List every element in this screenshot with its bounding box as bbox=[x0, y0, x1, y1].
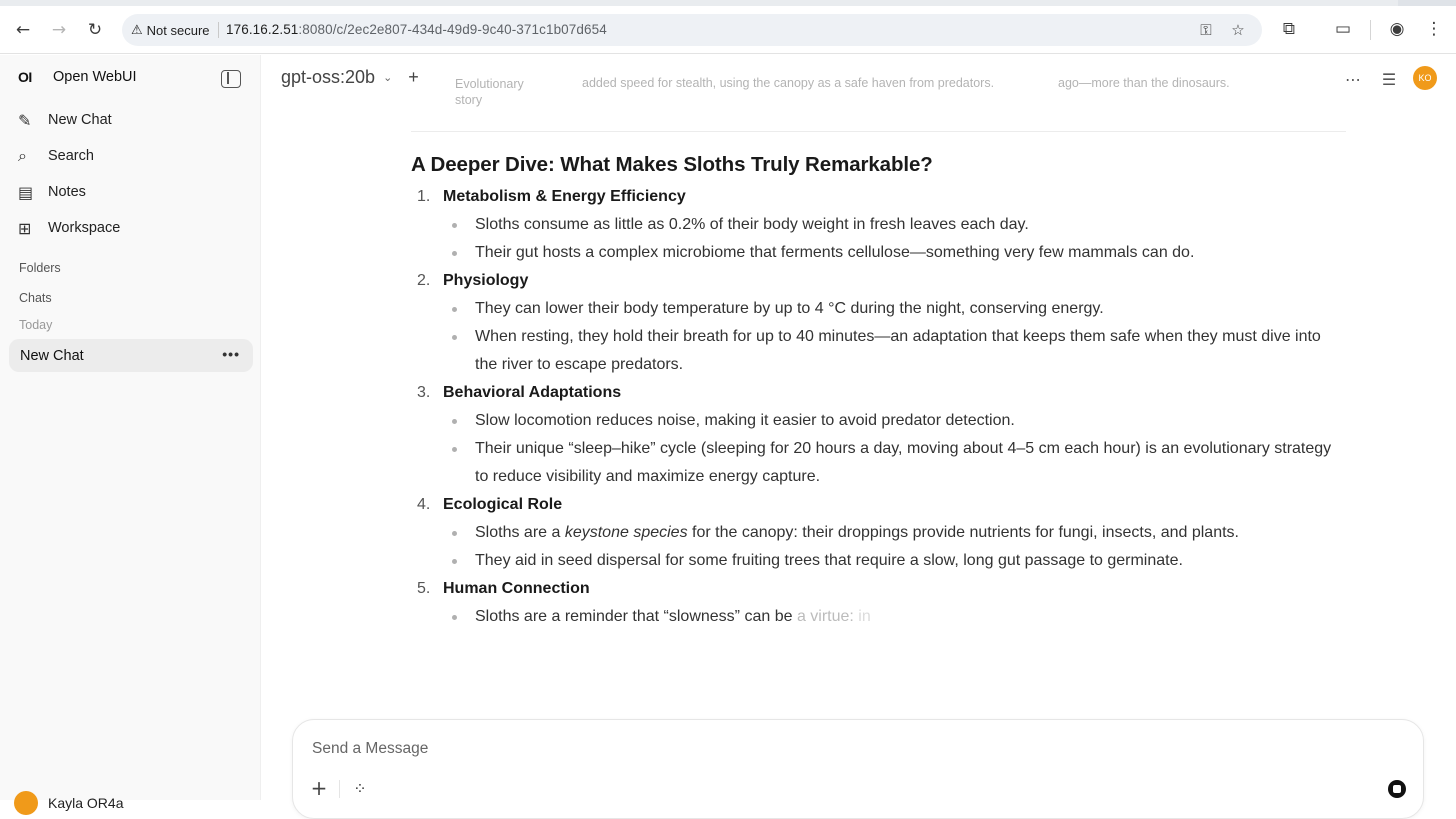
profile-icon[interactable]: ◉ bbox=[1389, 19, 1405, 39]
notes-icon: ▤ bbox=[18, 182, 34, 202]
list-number: 2. bbox=[417, 272, 431, 289]
bullet-item: They can lower their body temperature by up to 4 °C during the night, conserving energy. bbox=[475, 295, 1335, 323]
divider bbox=[339, 780, 340, 798]
address-bar[interactable] bbox=[122, 14, 1262, 46]
url-path: :8080/c/2ec2e807-434d-49d9-9c40-371c1b07d654 bbox=[298, 22, 607, 37]
extensions-icon[interactable]: ⧉ bbox=[1282, 19, 1296, 39]
section-heading: A Deeper Dive: What Makes Sloths Truly Remarkable? bbox=[411, 153, 933, 176]
search-icon: ⌕ bbox=[18, 146, 27, 165]
sidebar bbox=[0, 55, 261, 811]
reload-icon[interactable]: ↻ bbox=[87, 20, 103, 40]
user-name: Kayla OR4a bbox=[48, 795, 124, 811]
message-composer[interactable] bbox=[292, 719, 1424, 819]
integrations-icon[interactable]: ⁘ bbox=[353, 778, 367, 798]
sidebar-item-label: Notes bbox=[48, 184, 86, 200]
bullet-item: When resting, they hold their breath for up to 40 minutes—an adaptation that keeps them safe when they must dive into the river to escape predators. bbox=[475, 323, 1335, 379]
bullet-text: Sloths are a bbox=[475, 524, 565, 541]
table-cell: Evolutionary story bbox=[455, 77, 524, 107]
tab-search-icon[interactable]: ▭ bbox=[1334, 19, 1352, 39]
list-item bbox=[411, 575, 1346, 603]
browser-toolbar bbox=[0, 0, 1456, 54]
add-model-icon[interactable]: + bbox=[408, 67, 419, 87]
edit-icon: ✎ bbox=[18, 110, 32, 130]
streaming-text: in bbox=[858, 608, 871, 625]
chat-main bbox=[262, 55, 1456, 800]
controls-icon[interactable]: ☰ bbox=[1381, 69, 1397, 89]
list-item-title: Physiology bbox=[443, 272, 529, 289]
bullet-item bbox=[475, 603, 1335, 631]
list-number: 3. bbox=[417, 384, 431, 401]
brand[interactable] bbox=[18, 69, 137, 85]
divider bbox=[1370, 20, 1371, 40]
list-item-title: Metabolism & Energy Efficiency bbox=[443, 188, 686, 205]
table-cell: ago—more than the dinosaurs. bbox=[1058, 76, 1230, 90]
tab-strip bbox=[0, 0, 1456, 6]
bullet-item bbox=[475, 519, 1335, 547]
today-heading: Today bbox=[19, 318, 53, 332]
assistant-message bbox=[411, 151, 1346, 631]
bullet-item: Sloths consume as little as 0.2% of their body weight in fresh leaves each day. bbox=[475, 211, 1335, 239]
chat-title: New Chat bbox=[20, 347, 84, 364]
brand-logo: OI bbox=[18, 69, 32, 85]
warning-icon: ⚠ bbox=[131, 22, 143, 38]
list-item bbox=[411, 379, 1346, 407]
url-text[interactable] bbox=[226, 22, 607, 37]
model-selector[interactable] bbox=[281, 67, 419, 88]
list-number: 4. bbox=[417, 496, 431, 513]
bullet-text: for the canopy: their droppings provide nutrients for fungi, insects, and plants. bbox=[687, 524, 1239, 541]
divider bbox=[411, 131, 1346, 132]
sidebar-item-search[interactable] bbox=[10, 140, 252, 172]
sidebar-item-workspace[interactable] bbox=[10, 212, 252, 244]
folders-heading[interactable]: Folders bbox=[19, 261, 61, 275]
more-options-icon[interactable]: ⋯ bbox=[1345, 69, 1361, 89]
streaming-text: a virtue: bbox=[796, 608, 859, 625]
list-item bbox=[411, 491, 1346, 519]
stop-generation-button[interactable] bbox=[1388, 780, 1406, 798]
brand-name: Open WebUI bbox=[53, 69, 137, 85]
back-icon[interactable]: ← bbox=[15, 20, 31, 40]
forward-icon[interactable]: → bbox=[51, 20, 67, 40]
list-number: 1. bbox=[417, 188, 431, 205]
bookmark-star-icon[interactable]: ☆ bbox=[1231, 21, 1245, 39]
message-input[interactable]: Send a Message bbox=[312, 740, 429, 757]
add-attachment-icon[interactable]: + bbox=[310, 776, 328, 800]
list-item-title: Behavioral Adaptations bbox=[443, 384, 622, 401]
avatar bbox=[14, 791, 38, 815]
bullet-item: They aid in seed dispersal for some fruiting trees that require a slow, long gut passage to germinate. bbox=[475, 547, 1335, 575]
bullet-text: Sloths are a reminder that “slowness” can be bbox=[475, 608, 797, 625]
security-indicator[interactable] bbox=[131, 21, 210, 39]
sidebar-item-label: New Chat bbox=[48, 112, 112, 128]
more-options-icon[interactable]: ••• bbox=[222, 346, 240, 362]
emphasis-text: keystone species bbox=[564, 524, 688, 541]
sidebar-item-notes[interactable] bbox=[10, 176, 252, 208]
sidebar-toggle-icon[interactable] bbox=[221, 70, 241, 88]
list-item bbox=[411, 267, 1346, 295]
list-number: 5. bbox=[417, 580, 431, 597]
chevron-down-icon: ⌄ bbox=[383, 71, 393, 84]
bullet-item: Their gut hosts a complex microbiome that ferments cellulose—something very few mammals can do. bbox=[475, 239, 1335, 267]
password-key-icon[interactable]: ⚿ bbox=[1200, 21, 1212, 39]
browser-menu-icon[interactable]: ⋮ bbox=[1425, 19, 1443, 39]
list-item-title: Ecological Role bbox=[443, 496, 563, 513]
model-name: gpt-oss:20b bbox=[281, 67, 376, 87]
sidebar-item-label: Search bbox=[48, 148, 94, 164]
active-tab[interactable] bbox=[0, 0, 1398, 6]
security-label: Not secure bbox=[146, 22, 210, 38]
sidebar-item-new-chat[interactable] bbox=[10, 104, 252, 136]
user-menu[interactable] bbox=[14, 791, 123, 815]
divider bbox=[218, 22, 219, 38]
url-host: 176.16.2.51 bbox=[226, 22, 299, 37]
list-item-title: Human Connection bbox=[443, 580, 590, 597]
table-cell: added speed for stealth, using the canopy as a safe haven from predators. bbox=[582, 76, 995, 90]
chats-heading[interactable]: Chats bbox=[19, 291, 52, 305]
list-item bbox=[411, 183, 1346, 211]
sidebar-item-label: Workspace bbox=[48, 220, 121, 236]
bullet-item: Slow locomotion reduces noise, making it easier to avoid predator detection. bbox=[475, 407, 1335, 435]
workspace-icon: ⊞ bbox=[18, 218, 32, 238]
avatar[interactable]: KO bbox=[1413, 66, 1437, 90]
chat-list-item[interactable] bbox=[9, 339, 253, 372]
bullet-item: Their unique “sleep–hike” cycle (sleeping for 20 hours a day, moving about 4–5 cm each hour) is an evolutionary strategy to reduce visibility and maximize energy capture. bbox=[475, 435, 1335, 491]
